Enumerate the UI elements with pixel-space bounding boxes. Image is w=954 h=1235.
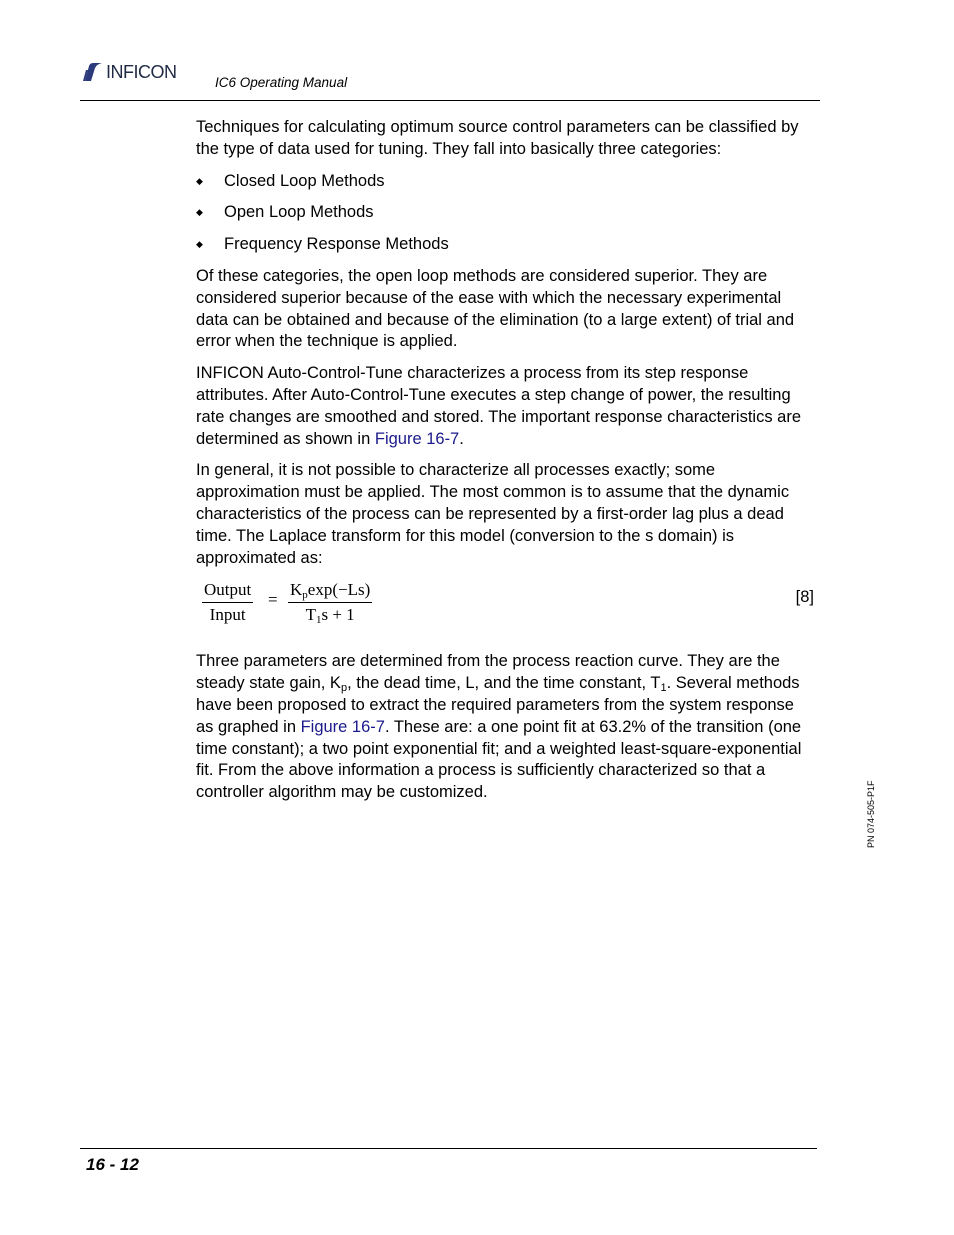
figure-link[interactable]: Figure 16-7 — [300, 717, 385, 736]
equals-sign: = — [268, 590, 278, 610]
logo-text: INFICON — [106, 62, 177, 82]
lhs-fraction: Output Input — [204, 580, 252, 625]
transfer-function-equation — [196, 579, 814, 637]
rhs-fraction: $\frac{K_p\exp(-Ls)}{T_1s + 1}$ — [290, 580, 371, 627]
page-footer — [80, 1148, 817, 1174]
method-list — [196, 171, 814, 256]
list-item: ◆ Closed Loop Methods — [196, 171, 385, 190]
equation-number: [8] — [795, 588, 814, 607]
inficon-logo — [82, 60, 177, 82]
figure-link[interactable]: Figure 16-7 — [374, 429, 460, 448]
bullet-diamond-icon: ◆ — [196, 207, 203, 218]
auto-control-tune-paragraph: INFICON Auto-Control-Tune characterizes a process from its step response attributes. After Auto-Control-Tune executes a step change of power, the resulting rate changes are smoothed and stored. The important response characteristics are determined as shown in Figure 16-7. — [196, 364, 802, 448]
part-number: PN 074-505-P1F — [866, 780, 876, 848]
main-content — [196, 117, 814, 814]
list-item: ◆ Frequency Response Methods — [196, 235, 449, 254]
approximation-paragraph: In general, it is not possible to characterize all processes exactly; some approximation must be applied. The most common is to assume that the dynamic characteristics of the process can be represented by a first-order lag plus a dead time. The Laplace transform for this model (conversion to the s domain) is approximated as: — [196, 461, 790, 567]
bullet-diamond-icon: ◆ — [196, 175, 203, 186]
parameters-paragraph: Three parameters are determined from the process reaction curve. They are the steady state gain, $K_p$, the dead time, L, and the time constant, $T_1$. Several methods have been proposed to extract the required parameters from the system response as graphed in Figure 16-7. These are: a one point fit at 63.2% of the transition (one time constant); a two point exponential fit; and a weighted least-square-exponential fit. From the above information a process is sufficiently characterized so that a controller algorithm may be customized. — [196, 652, 802, 802]
bullet-diamond-icon: ◆ — [196, 239, 203, 250]
open-loop-paragraph: Of these categories, the open loop methods are considered superior. They are considered superior because of the ease with which the necessary experimental data can be obtained and because of the elimination (to a large extent) of trial and error when the technique is applied. — [196, 266, 795, 351]
page-header — [80, 58, 820, 101]
intro-paragraph: Techniques for calculating optimum source control parameters can be classified by the type of data used for tuning. They fall into basically three categories: — [196, 118, 799, 158]
inficon-logo-mark-icon — [82, 60, 104, 82]
manual-title: IC6 Operating Manual — [215, 75, 348, 90]
page-number: 16 - 12 — [86, 1155, 139, 1174]
list-item: ◆ Open Loop Methods — [196, 203, 374, 222]
